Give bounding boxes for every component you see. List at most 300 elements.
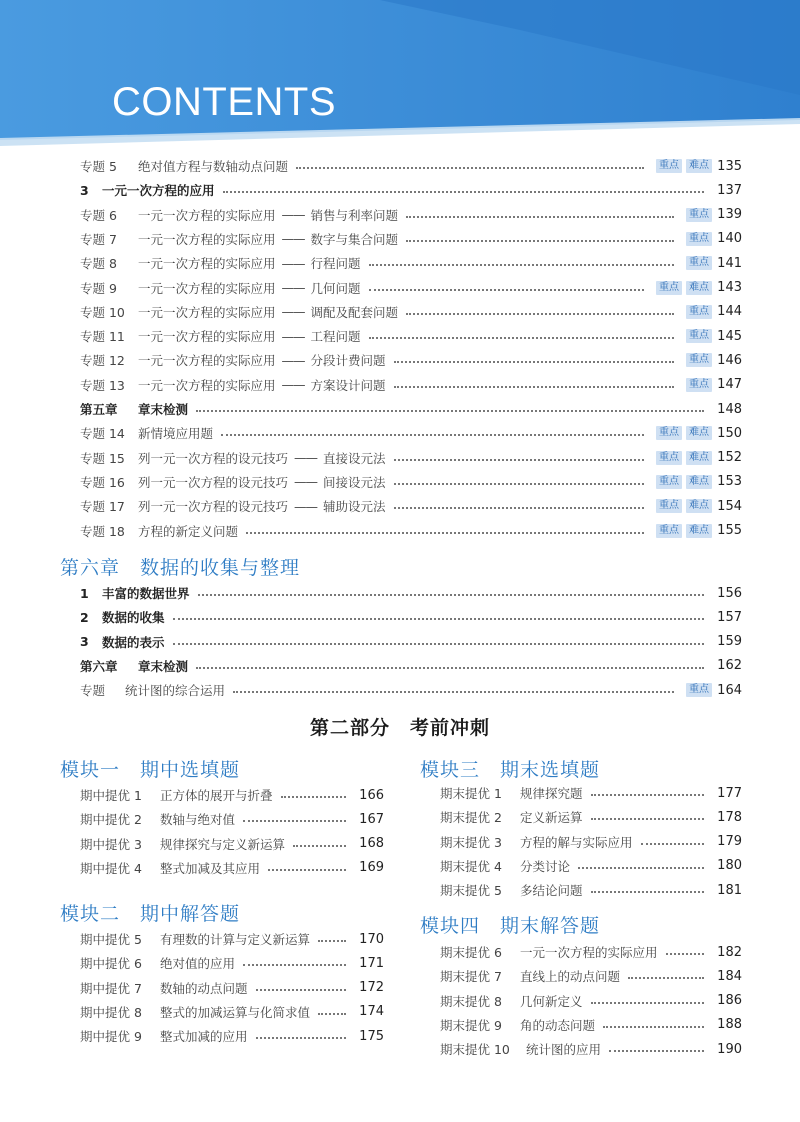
entry-title: 规律探究与定义新运算 <box>160 836 286 852</box>
entry-title: 列一元一次方程的设元技巧 <box>138 474 289 490</box>
toc-entry[interactable] <box>80 447 742 469</box>
toc-entry[interactable] <box>80 952 384 974</box>
entry-label-group <box>440 967 620 985</box>
entry-number: 专题 5 <box>80 159 117 174</box>
leader-dots <box>281 796 346 798</box>
entry-title: 绝对值方程与数轴动点问题 <box>138 159 289 174</box>
entry-subtitle: 工程问题 <box>310 329 361 345</box>
toc-entry[interactable] <box>440 855 742 877</box>
entry-number: 专题 13 <box>80 377 125 393</box>
module-heading: 模块三 期末选填题 <box>420 759 601 781</box>
entry-title: 一元一次方程的应用 <box>102 183 215 199</box>
toc-entry[interactable] <box>80 349 742 371</box>
toc-entry[interactable] <box>80 155 742 177</box>
entry-title: 章末检测 <box>138 402 189 417</box>
toc-entry[interactable] <box>80 471 742 493</box>
entry-number: 期中提优 7 <box>80 980 142 996</box>
page-number: 147 <box>717 377 742 393</box>
leader-dots <box>591 818 704 820</box>
leader-dots <box>394 483 644 485</box>
entry-badges <box>682 378 712 392</box>
page-number: 139 <box>717 207 742 223</box>
toc-entry[interactable] <box>80 857 384 879</box>
entry-label-group <box>80 657 188 675</box>
entry-number: 期中提优 4 <box>80 860 142 876</box>
entry-subtitle: 销售与利率问题 <box>310 207 399 223</box>
entry-dash: —— <box>294 498 318 514</box>
entry-label-group <box>80 449 386 467</box>
leader-dots <box>406 216 674 218</box>
page-number: 184 <box>717 968 742 984</box>
toc-entry[interactable] <box>80 679 742 701</box>
page-number: 167 <box>359 811 384 827</box>
entry-badges <box>682 305 712 319</box>
entry-number: 第六章 <box>80 658 118 674</box>
key-point-badge: 重点 <box>686 256 712 270</box>
page-number: 171 <box>359 955 384 971</box>
toc-entry[interactable] <box>440 879 742 901</box>
entry-badges <box>682 208 712 222</box>
entry-label-group <box>80 254 361 272</box>
page-number: 168 <box>359 836 384 852</box>
key-point-badge: 重点 <box>686 378 712 392</box>
entry-dash: —— <box>281 255 305 271</box>
entry-label-group <box>80 810 235 828</box>
leader-dots <box>394 386 674 388</box>
leader-dots <box>256 989 346 991</box>
entry-badges <box>652 499 712 513</box>
entry-number: 专题 16 <box>80 474 125 490</box>
entry-title: 数轴与绝对值 <box>160 812 236 828</box>
entry-badges <box>682 329 712 343</box>
page-number: 141 <box>717 255 742 271</box>
key-point-badge: 重点 <box>656 475 682 489</box>
entry-badges <box>682 353 712 367</box>
toc-entry[interactable] <box>440 782 742 804</box>
page-number: 144 <box>717 304 742 320</box>
toc-entry[interactable] <box>80 422 742 444</box>
page-number: 172 <box>359 980 384 996</box>
key-point-badge: 重点 <box>686 232 712 246</box>
entry-label-group <box>440 881 583 899</box>
entry-label-group <box>80 608 165 626</box>
entry-title: 数据的表示 <box>102 634 165 650</box>
toc-entry[interactable] <box>80 398 742 420</box>
leader-dots <box>369 289 644 291</box>
toc-entry[interactable] <box>80 228 742 250</box>
entry-label-group <box>440 784 583 802</box>
page-number: 169 <box>359 860 384 876</box>
leader-dots <box>603 1026 704 1028</box>
entry-title: 整式的加减运算与化简求值 <box>160 1004 311 1020</box>
entry-number: 专题 12 <box>80 353 125 369</box>
toc-entry[interactable] <box>80 655 742 677</box>
leader-dots <box>246 532 644 534</box>
page-number: 156 <box>717 585 742 601</box>
entry-subtitle: 间接设元法 <box>323 474 386 490</box>
entry-label-group <box>80 1027 248 1045</box>
entry-label-group <box>80 584 190 602</box>
entry-title: 列一元一次方程的设元技巧 <box>138 499 289 515</box>
entry-title: 正方体的展开与折叠 <box>160 788 273 803</box>
toc-entry[interactable] <box>440 1038 742 1060</box>
toc-entry[interactable] <box>440 941 742 963</box>
entry-label-group <box>80 181 215 199</box>
entry-dash: —— <box>294 450 318 466</box>
entry-label-group <box>440 1016 595 1034</box>
entry-number: 期末提优 9 <box>440 1017 502 1033</box>
entry-number: 期中提优 9 <box>80 1029 142 1045</box>
page-number: 181 <box>717 882 742 898</box>
entry-title: 新情境应用题 <box>138 426 214 442</box>
entry-number: 期末提优 10 <box>440 1042 510 1058</box>
entry-title: 有理数的计算与定义新运算 <box>160 932 311 947</box>
page-number: 146 <box>717 352 742 368</box>
entry-title: 一元一次方程的实际应用 <box>520 945 658 960</box>
toc-entry[interactable] <box>80 833 384 855</box>
entry-label-group <box>80 376 386 394</box>
entry-badges <box>652 281 712 295</box>
key-point-badge: 重点 <box>656 451 682 465</box>
entry-title: 数据的收集 <box>102 610 165 626</box>
page-number: 190 <box>717 1041 742 1057</box>
leader-dots <box>609 1050 704 1052</box>
entry-label-group <box>440 1040 601 1058</box>
toc-entry[interactable] <box>80 631 742 653</box>
page-number: 145 <box>717 328 742 344</box>
entry-number: 专题 14 <box>80 426 125 442</box>
page-number: 135 <box>717 158 742 174</box>
key-point-badge: 重点 <box>686 208 712 222</box>
entry-number: 期末提优 3 <box>440 834 502 850</box>
leader-dots <box>591 891 704 893</box>
entry-number: 期末提优 8 <box>440 993 502 1009</box>
entry-number: 专题 10 <box>80 304 125 320</box>
entry-label-group <box>80 230 398 248</box>
entry-subtitle: 调配及配套问题 <box>310 304 399 320</box>
entry-number: 期末提优 1 <box>440 786 502 801</box>
entry-number: 1 <box>80 585 89 601</box>
entry-title: 章末检测 <box>138 658 189 674</box>
leader-dots <box>268 869 346 871</box>
entry-label-group <box>80 400 188 418</box>
entry-label-group <box>80 835 285 853</box>
entry-number: 专题 <box>80 683 106 699</box>
entry-number: 期末提优 2 <box>440 810 502 826</box>
entry-label-group <box>80 157 288 175</box>
entry-title: 一元一次方程的实际应用 <box>138 256 276 272</box>
entry-title: 一元一次方程的实际应用 <box>138 231 276 247</box>
leader-dots <box>196 410 704 412</box>
page-number: 182 <box>717 944 742 960</box>
page-number: 170 <box>359 931 384 947</box>
entry-label-group <box>440 992 583 1010</box>
entry-label-group <box>80 1003 310 1021</box>
entry-dash: —— <box>294 474 318 490</box>
leader-dots <box>591 794 704 796</box>
toc-entry[interactable] <box>80 928 384 950</box>
entry-title: 直线上的动点问题 <box>520 969 621 985</box>
entry-number: 专题 18 <box>80 523 125 539</box>
leader-dots <box>578 867 704 869</box>
entry-label-group <box>80 279 361 297</box>
leader-dots <box>394 459 644 461</box>
page-number: 157 <box>717 609 742 625</box>
entry-label-group <box>80 206 398 224</box>
toc-entry[interactable] <box>440 831 742 853</box>
entry-label-group <box>80 954 235 972</box>
entry-label-group <box>80 424 213 442</box>
leader-dots <box>406 240 674 242</box>
entry-number: 期中提优 1 <box>80 788 142 803</box>
page-number: 153 <box>717 474 742 490</box>
entry-number: 3 <box>80 182 89 198</box>
entry-subtitle: 直接设元法 <box>323 450 386 466</box>
toc-entry[interactable] <box>80 374 742 396</box>
leader-dots <box>296 167 644 169</box>
leader-dots <box>196 667 704 669</box>
leader-dots <box>628 977 704 979</box>
entry-title: 一元一次方程的实际应用 <box>138 353 276 369</box>
difficult-badge: 难点 <box>686 524 712 538</box>
entry-title: 一元一次方程的实际应用 <box>138 280 276 296</box>
entry-title: 方程的新定义问题 <box>138 523 239 539</box>
entry-title: 规律探究题 <box>520 786 583 801</box>
entry-title: 定义新运算 <box>520 810 583 826</box>
page-number: 188 <box>717 1017 742 1033</box>
leader-dots <box>243 964 346 966</box>
entry-title: 数轴的动点问题 <box>160 980 248 996</box>
difficult-badge: 难点 <box>686 281 712 295</box>
leader-dots <box>318 940 346 942</box>
entry-title: 整式加减的应用 <box>160 1029 248 1045</box>
entry-dash: —— <box>281 304 305 320</box>
entry-label-group <box>440 833 633 851</box>
entry-title: 多结论问题 <box>520 883 583 899</box>
toc-entry[interactable] <box>80 325 742 347</box>
entry-number: 期中提优 3 <box>80 836 142 852</box>
part-2-heading: 第二部分 考前冲刺 <box>309 717 490 739</box>
entry-label-group <box>80 859 260 877</box>
entry-badges <box>652 524 712 538</box>
leader-dots <box>369 337 674 339</box>
entry-subtitle: 行程问题 <box>310 256 361 272</box>
entry-label-group <box>80 497 386 515</box>
toc-entry[interactable] <box>440 806 742 828</box>
entry-title: 丰富的数据世界 <box>102 586 190 601</box>
entry-title: 列一元一次方程的设元技巧 <box>138 450 289 466</box>
entry-title: 角的动态问题 <box>520 1017 596 1033</box>
entry-dash: —— <box>281 352 305 368</box>
page-number: 159 <box>717 634 742 650</box>
entry-dash: —— <box>281 377 305 393</box>
page-number: 143 <box>717 280 742 295</box>
page-number: 174 <box>359 1004 384 1020</box>
toc-entry[interactable] <box>80 582 742 604</box>
toc-entry[interactable] <box>440 990 742 1012</box>
key-point-badge: 重点 <box>656 281 682 295</box>
difficult-badge: 难点 <box>686 451 712 465</box>
key-point-badge: 重点 <box>686 683 712 697</box>
leader-dots <box>293 845 346 847</box>
entry-number: 第五章 <box>80 402 118 417</box>
entry-label-group <box>80 681 225 699</box>
toc-entry[interactable] <box>80 495 742 517</box>
leader-dots <box>221 434 644 436</box>
page-number: 137 <box>717 182 742 198</box>
toc-entry[interactable] <box>80 277 742 299</box>
entry-label-group <box>80 473 386 491</box>
entry-dash: —— <box>281 207 305 223</box>
page-number: 155 <box>717 523 742 538</box>
toc-entry[interactable] <box>80 606 742 628</box>
entry-title: 一元一次方程的实际应用 <box>138 304 276 320</box>
leader-dots <box>173 643 704 645</box>
toc-entry[interactable] <box>80 179 742 201</box>
module-heading: 模块一 期中选填题 <box>60 759 241 781</box>
key-point-badge: 重点 <box>686 329 712 343</box>
entry-number: 专题 15 <box>80 450 125 466</box>
entry-number: 期中提优 2 <box>80 812 142 828</box>
entry-dash: —— <box>281 231 305 247</box>
entry-label-group <box>80 633 165 651</box>
leader-dots <box>243 820 346 822</box>
entry-number: 期中提优 8 <box>80 1004 142 1020</box>
page-number: 164 <box>717 682 742 698</box>
toc-entry[interactable] <box>80 1001 384 1023</box>
leader-dots <box>394 361 674 363</box>
leader-dots <box>318 1013 346 1015</box>
entry-number: 专题 8 <box>80 256 117 272</box>
entry-title: 绝对值的应用 <box>160 956 236 972</box>
entry-title: 分类讨论 <box>520 858 571 874</box>
entry-title: 统计图的综合运用 <box>125 683 226 699</box>
entry-title: 一元一次方程的实际应用 <box>138 329 276 345</box>
entry-title: 统计图的应用 <box>526 1042 602 1058</box>
entry-label-group <box>80 786 273 804</box>
entry-subtitle: 几何问题 <box>310 280 361 296</box>
toc-entry[interactable] <box>80 784 384 806</box>
page-number: 177 <box>717 785 742 801</box>
page-number: 150 <box>717 425 742 441</box>
entry-number: 期末提优 5 <box>440 883 502 899</box>
toc-entry[interactable] <box>80 808 384 830</box>
difficult-badge: 难点 <box>686 426 712 440</box>
difficult-badge: 难点 <box>686 475 712 489</box>
entry-subtitle: 数字与集合问题 <box>310 231 399 247</box>
page-number: 162 <box>717 658 742 674</box>
entry-label-group <box>80 979 248 997</box>
key-point-badge: 重点 <box>656 426 682 440</box>
entry-number: 专题 7 <box>80 231 117 247</box>
entry-label-group <box>80 327 361 345</box>
leader-dots <box>173 618 704 620</box>
module-heading: 模块四 期末解答题 <box>420 915 601 937</box>
page-number: 154 <box>717 498 742 514</box>
entry-subtitle: 分段计费问题 <box>310 353 386 369</box>
page-number: 178 <box>717 809 742 825</box>
key-point-badge: 重点 <box>686 305 712 319</box>
entry-number: 3 <box>80 634 89 650</box>
toc-entry[interactable] <box>80 301 742 323</box>
page-number: 148 <box>717 401 742 417</box>
entry-number: 期中提优 5 <box>80 932 142 947</box>
entry-number: 专题 11 <box>80 329 125 345</box>
key-point-badge: 重点 <box>686 353 712 367</box>
entry-label-group <box>440 943 658 961</box>
entry-badges <box>652 451 712 465</box>
entry-label-group <box>80 303 398 321</box>
leader-dots <box>641 843 704 845</box>
key-point-badge: 重点 <box>656 159 682 173</box>
entry-title: 几何新定义 <box>520 993 583 1009</box>
entry-number: 专题 6 <box>80 207 117 223</box>
entry-number: 2 <box>80 609 89 625</box>
difficult-badge: 难点 <box>686 499 712 513</box>
leader-dots <box>256 1037 346 1039</box>
toc-entry[interactable] <box>440 965 742 987</box>
module-heading: 模块二 期中解答题 <box>60 903 241 925</box>
chapter-6-heading: 第六章 数据的收集与整理 <box>60 557 301 579</box>
entry-badges <box>652 426 712 440</box>
entry-number: 专题 9 <box>80 280 117 296</box>
entry-number: 期末提优 4 <box>440 858 502 874</box>
entry-label-group <box>80 930 310 948</box>
page-number: 140 <box>717 231 742 247</box>
toc-entry[interactable] <box>80 252 742 274</box>
key-point-badge: 重点 <box>656 524 682 538</box>
entry-number: 期中提优 6 <box>80 956 142 972</box>
leader-dots <box>223 191 704 193</box>
page-number: 152 <box>717 450 742 466</box>
toc-entry[interactable] <box>80 204 742 226</box>
page-number: 166 <box>359 787 384 803</box>
entry-number: 期末提优 7 <box>440 969 502 985</box>
leader-dots <box>666 953 704 955</box>
entry-badges <box>682 256 712 270</box>
page-number: 175 <box>359 1028 384 1044</box>
entry-badges <box>682 683 712 697</box>
toc-entry[interactable] <box>80 977 384 999</box>
difficult-badge: 难点 <box>686 159 712 173</box>
toc-entry[interactable] <box>80 520 742 542</box>
entry-number: 专题 17 <box>80 499 125 515</box>
toc-entry[interactable] <box>440 1014 742 1036</box>
entry-title: 整式加减及其应用 <box>160 860 261 876</box>
leader-dots <box>233 691 674 693</box>
entry-label-group <box>80 351 386 369</box>
entry-label-group <box>440 857 570 875</box>
leader-dots <box>394 507 644 509</box>
leader-dots <box>591 1002 704 1004</box>
entry-subtitle: 辅助设元法 <box>323 499 386 515</box>
entry-dash: —— <box>281 328 305 344</box>
entry-label-group <box>440 808 583 826</box>
entry-title: 方程的解与实际应用 <box>520 834 633 850</box>
entry-badges <box>682 232 712 246</box>
toc-entry[interactable] <box>80 1025 384 1047</box>
leader-dots <box>198 594 704 596</box>
contents-title: CONTENTS <box>112 80 336 124</box>
entry-badges <box>652 475 712 489</box>
leader-dots <box>406 313 674 315</box>
key-point-badge: 重点 <box>656 499 682 513</box>
page-number: 179 <box>717 834 742 850</box>
entry-title: 一元一次方程的实际应用 <box>138 377 276 393</box>
entry-title: 一元一次方程的实际应用 <box>138 207 276 223</box>
page-number: 180 <box>717 858 742 874</box>
entry-number: 期末提优 6 <box>440 945 502 960</box>
